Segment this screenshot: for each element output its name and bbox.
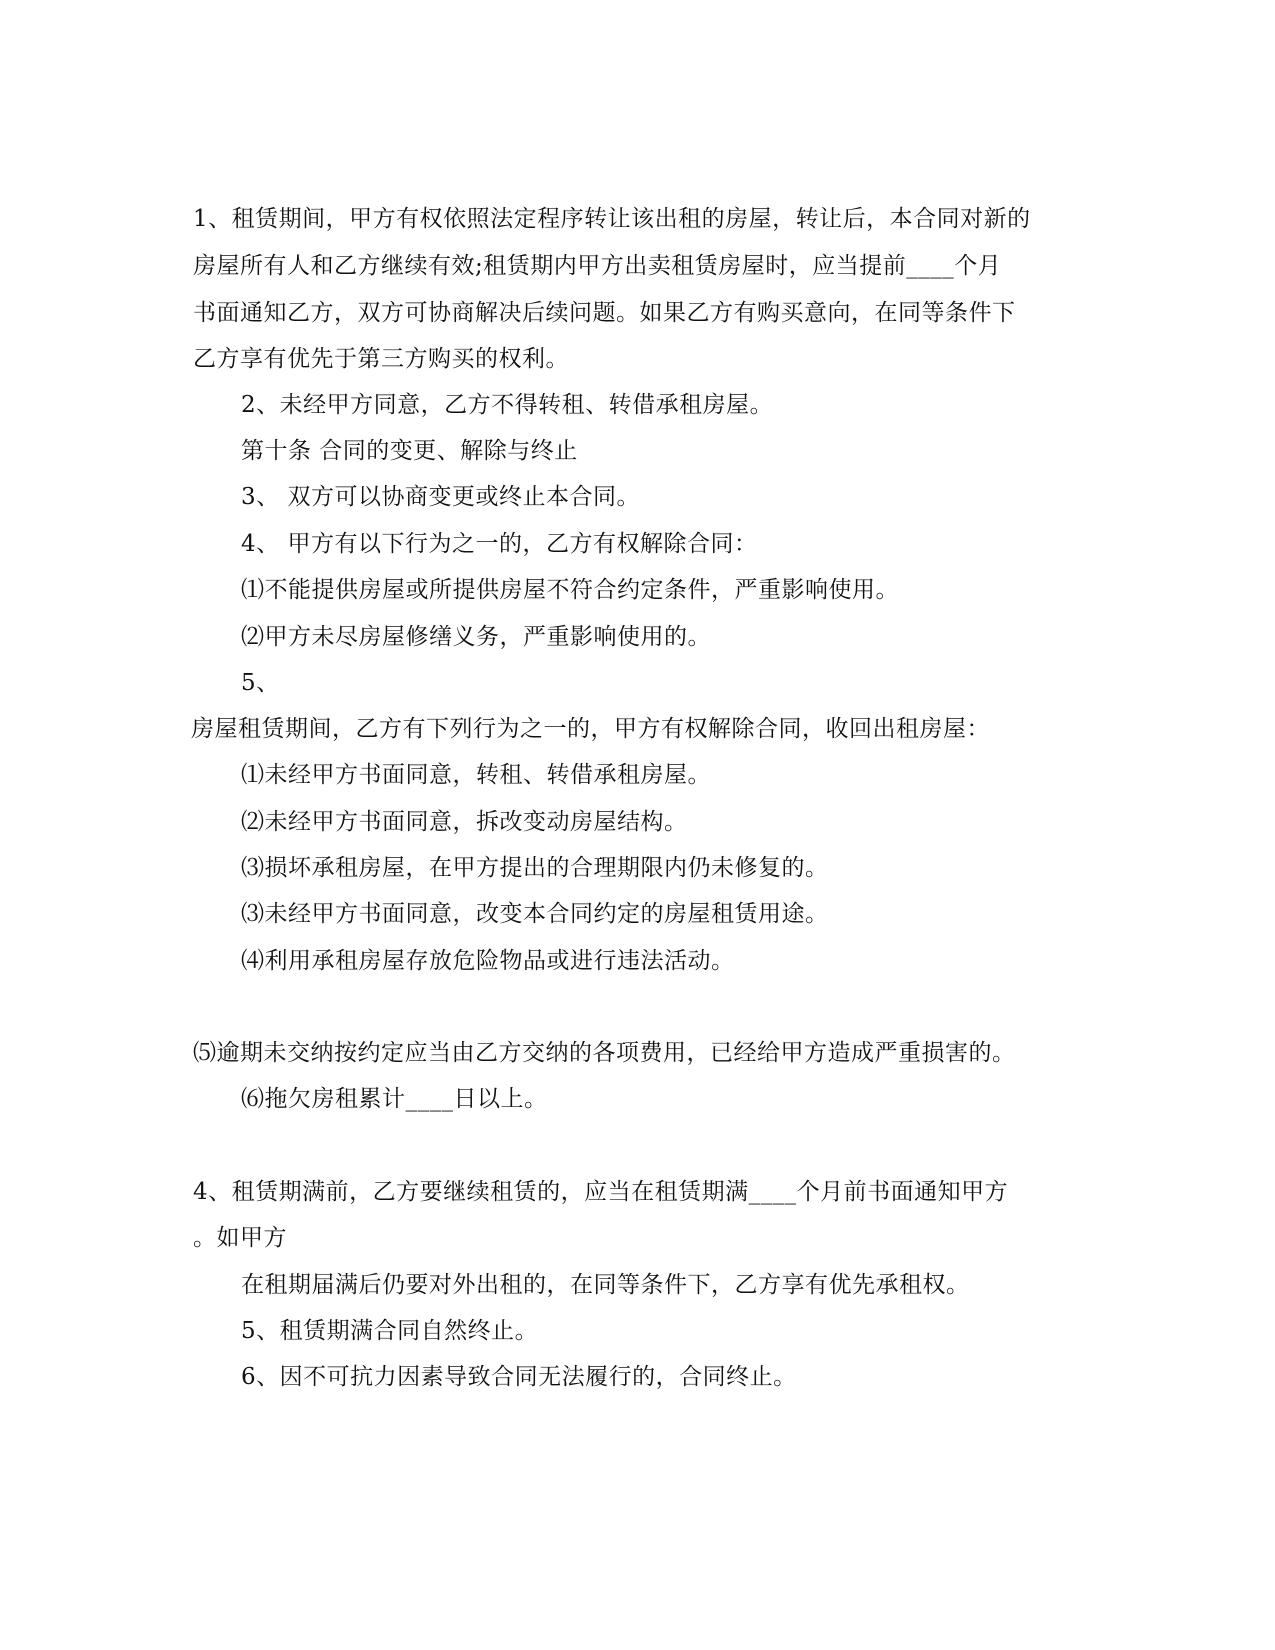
list-item: ⑶损坏承租房屋，在甲方提出的合理期限内仍未修复的。	[241, 855, 829, 881]
paragraph-line: 书面通知乙方，双方可协商解决后续问题。如果乙方有购买意向，在同等条件下	[193, 300, 1016, 326]
paragraph-line: 房屋租赁期间，乙方有下列行为之一的，甲方有权解除合同，收回出租房屋：	[191, 716, 990, 742]
list-item: ⑶未经甲方书面同意，改变本合同约定的房屋租赁用途。	[241, 901, 829, 927]
list-item: ⑴不能提供房屋或所提供房屋不符合约定条件，严重影响使用。	[241, 577, 899, 603]
paragraph-line: 4、租赁期满前，乙方要继续租赁的，应当在租赁期满____个月前书面通知甲方	[193, 1179, 1009, 1205]
paragraph-line: 。如甲方	[193, 1225, 287, 1251]
list-item: ⑹拖欠房租累计____日以上。	[241, 1086, 548, 1112]
paragraph-line: 5、	[241, 670, 280, 696]
paragraph-line: 6、因不可抗力因素导致合同无法履行的，合同终止。	[241, 1364, 797, 1390]
paragraph-line: 4、 甲方有以下行为之一的，乙方有权解除合同：	[241, 531, 758, 557]
paragraph-line: 2、未经甲方同意，乙方不得转租、转借承租房屋。	[241, 392, 774, 418]
paragraph-line: 3、 双方可以协商变更或终止本合同。	[241, 484, 640, 510]
list-item: ⑵未经甲方书面同意，拆改变动房屋结构。	[241, 809, 688, 835]
list-item: ⑷利用承租房屋存放危险物品或进行违法活动。	[241, 948, 735, 974]
paragraph-line: 乙方享有优先于第三方购买的权利。	[193, 346, 569, 372]
list-item: ⑸逾期未交纳按约定应当由乙方交纳的各项费用，已经给甲方造成严重损害的。	[193, 1040, 1016, 1066]
list-item: ⑴未经甲方书面同意，转租、转借承租房屋。	[241, 762, 711, 788]
paragraph-line: 5、租赁期满合同自然终止。	[241, 1318, 539, 1344]
list-item: ⑵甲方未尽房屋修缮义务，严重影响使用的。	[241, 624, 711, 650]
paragraph-line: 房屋所有人和乙方继续有效;租赁期内甲方出卖租赁房屋时，应当提前____个月	[193, 253, 1002, 279]
paragraph-line: 1、租赁期间，甲方有权依照法定程序转让该出租的房屋，转让后，本合同对新的	[193, 206, 1031, 232]
section-heading: 第十条 合同的变更、解除与终止	[241, 438, 578, 464]
paragraph-line: 在租期届满后仍要对外出租的，在同等条件下，乙方享有优先承租权。	[241, 1272, 970, 1298]
